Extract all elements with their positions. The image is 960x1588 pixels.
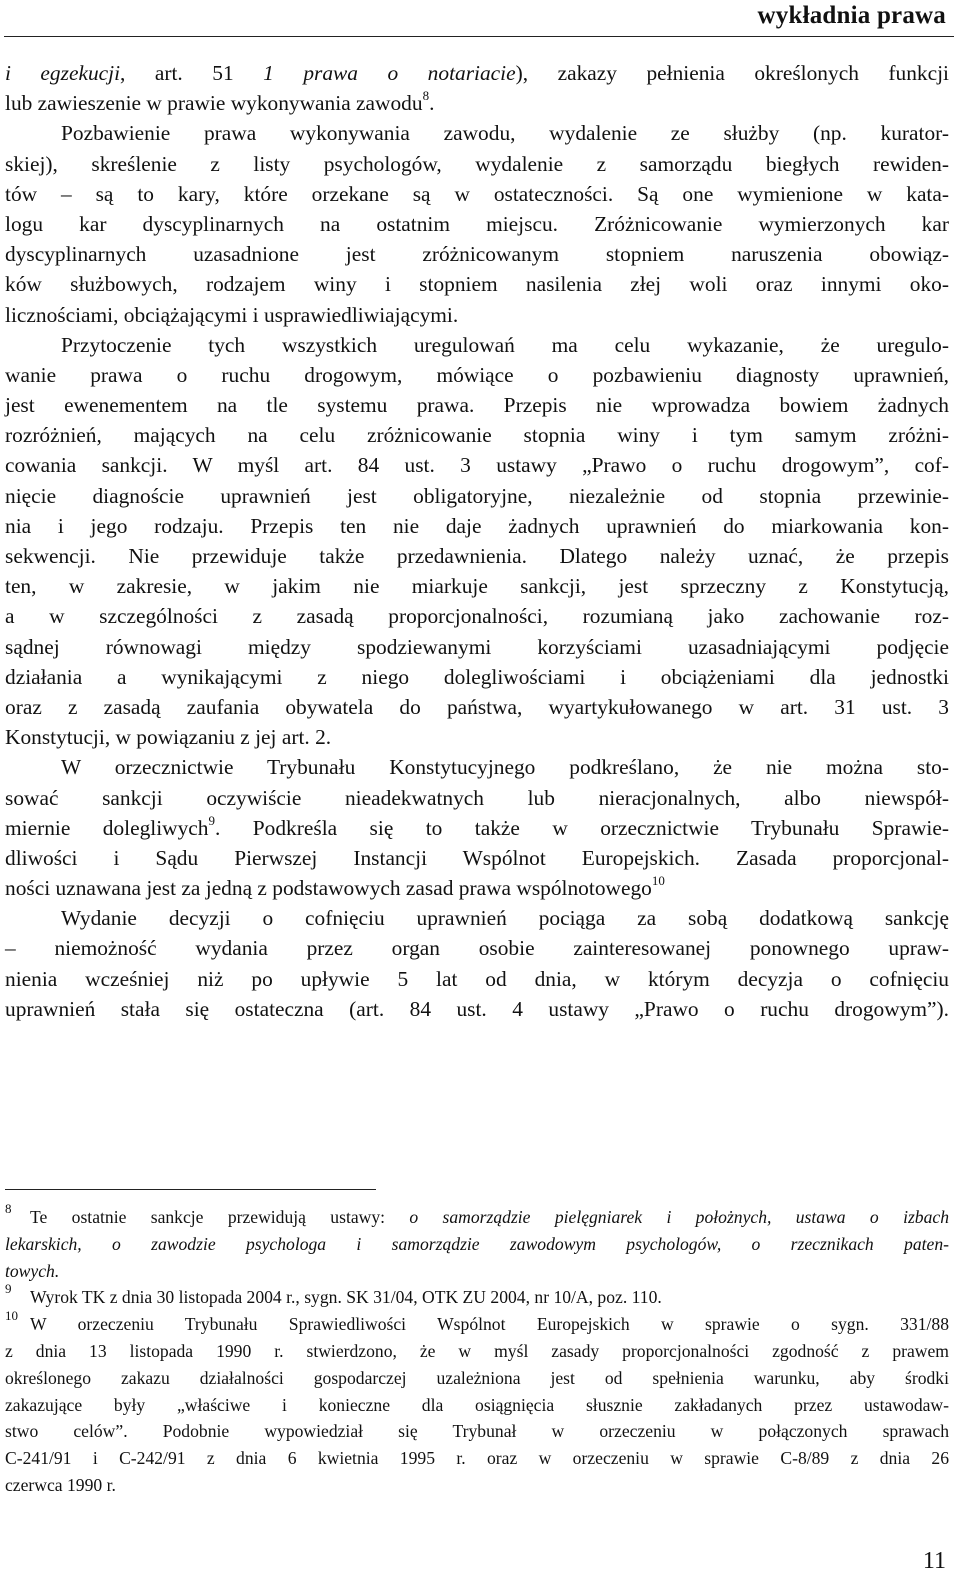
text-line bbox=[5, 571, 949, 601]
text-run: C-241/91 i C-242/91 z dnia 6 kwietnia 1995 r. oraz w orzeczeniu w sprawie C-8/89 z dnia 26 bbox=[5, 1448, 949, 1469]
text-run: stwo celów”. Podobnie wypowiedział się Trybunał w orzeczeniu w połączonych sprawach bbox=[5, 1421, 949, 1442]
text-line bbox=[5, 88, 949, 118]
footnote-number: 9 bbox=[5, 1281, 12, 1297]
footnote-line bbox=[5, 1392, 949, 1419]
text-run: ), zakazy pełnienia określonych funkcji bbox=[515, 61, 949, 85]
text-run: Wyrok TK z dnia 30 listopada 2004 r., sygn. SK 31/04, OTK ZU 2004, nr 10/A, poz. 110. bbox=[30, 1287, 662, 1308]
text-run: tów – są to kary, które orzekane są w ostateczności. Są one wymienione w kata- bbox=[5, 181, 949, 206]
italic-text: 1 prawa o notariacie bbox=[263, 61, 516, 85]
text-line bbox=[5, 420, 949, 450]
text-line bbox=[5, 964, 949, 994]
footnote-line bbox=[5, 1365, 949, 1392]
text-run: lub zawieszenie w prawie wykonywania zawodu bbox=[5, 91, 423, 116]
text-run: Pozbawienie prawa wykonywania zawodu, wydalenie ze służby (np. kurator- bbox=[61, 121, 949, 146]
text-line bbox=[5, 269, 949, 299]
text-run: dliwości i Sądu Pierwszej Instancji Wspólnot Europejskich. Zasada proporcjonal- bbox=[5, 845, 949, 870]
text-run: jest ewenementem na tle systemu prawa. Przepis nie wprowadza bowiem żadnych bbox=[5, 393, 949, 418]
text-run: zakazujące były „właściwe i konieczne dla osiągnięcia słusznie zakładanych przez ustawodaw- bbox=[5, 1394, 949, 1415]
text-run: sądnej równowagi między spodziewanymi korzyściami uzasadniającymi podjęcie bbox=[5, 634, 949, 659]
text-run: logu kar dyscyplinarnych na ostatnim miejscu. Zróżnicowanie wymierzonych kar bbox=[5, 211, 949, 236]
text-line bbox=[5, 662, 949, 692]
footnote-reference: 9 bbox=[208, 812, 215, 828]
text-line bbox=[5, 450, 949, 480]
running-header-title: wykładnia prawa bbox=[757, 2, 946, 29]
text-line bbox=[5, 390, 949, 420]
text-run: nienia wcześniej niż po upływie 5 lat od dnia, w którym decyzja o cofnięciu bbox=[5, 966, 949, 991]
text-run: Przytoczenie tych wszystkich uregulowań ma celu wykazanie, że uregulo- bbox=[61, 332, 949, 357]
text-run: cowania sankcji. W myśl art. 84 ust. 3 ustawy „Prawo o ruchu drogowym”, cof- bbox=[5, 453, 949, 478]
text-line bbox=[5, 601, 949, 631]
italic-text: i egzekucji bbox=[5, 61, 121, 85]
text-line bbox=[5, 209, 949, 239]
footnotes bbox=[5, 1201, 949, 1499]
text-run: oraz z zasadą zaufania obywatela do państwa, wyartykułowanego w art. 31 ust. 3 bbox=[5, 694, 949, 719]
text-run: Konstytucji, w powiązaniu z jej art. 2. bbox=[5, 725, 332, 750]
text-run: W orzeczeniu Trybunału Sprawiedliwości Wspólnot Europejskich w sprawie o sygn. 331/88 bbox=[30, 1314, 949, 1335]
text-line bbox=[5, 239, 949, 269]
text-run: dyscyplinarnych uzasadnione jest zróżnicowanym stopniem naruszenia obowiąz- bbox=[5, 242, 949, 267]
text-run: ków służbowych, rodzajem winy i stopniem nasilenia złej woli oraz innymi oko- bbox=[5, 272, 949, 297]
text-run: – niemożność wydania przez organ osobie zainteresowanej ponownego upraw- bbox=[5, 936, 949, 961]
footnote-reference: 8 bbox=[422, 88, 430, 104]
text-line bbox=[5, 541, 949, 571]
text-run: , art. 51 bbox=[120, 61, 264, 85]
text-run: nięcie diagnoście uprawnień jest obligatoryjne, niezależnie od stopnia przewinie- bbox=[5, 483, 949, 508]
text-line bbox=[5, 360, 949, 390]
text-run: sować sankcji oczywiście nieadekwatnych lub nieracjonalnych, albo niewspół- bbox=[5, 785, 949, 810]
text-line bbox=[5, 632, 949, 662]
footnote-line bbox=[5, 1258, 949, 1285]
italic-text: o samorządzie pielęgniarek i położnych, ustawa o izbach bbox=[409, 1207, 949, 1227]
text-line bbox=[5, 330, 949, 360]
footnote-line bbox=[30, 1311, 949, 1338]
text-run: W orzecznictwie Trybunału Konstytucyjnego podkreślano, że nie można sto- bbox=[61, 755, 949, 780]
footnote-separator bbox=[5, 1189, 376, 1190]
text-line bbox=[5, 873, 949, 903]
text-line bbox=[5, 692, 949, 722]
text-run: sekwencji. Nie przewiduje także przedawnienia. Dlatego należy uznać, że przepis bbox=[5, 544, 949, 568]
footnote bbox=[5, 1308, 949, 1499]
text-line bbox=[5, 783, 949, 813]
text-run: . bbox=[429, 91, 435, 116]
text-run: Te ostatnie sankcje przewidują ustawy: bbox=[30, 1207, 410, 1227]
text-run: działania a wynikającymi z niego dolegliwościami i obciążeniami dla jednostki bbox=[5, 664, 949, 689]
text-run: nia i jego rodzaju. Przepis ten nie daje żadnych uprawnień do miarkowania kon- bbox=[5, 513, 949, 538]
page-number: 11 bbox=[922, 1548, 946, 1574]
footnote-number: 8 bbox=[5, 1201, 12, 1216]
text-line bbox=[5, 481, 949, 511]
body-text bbox=[5, 58, 949, 1024]
text-line bbox=[5, 118, 949, 148]
text-run: czerwca 1990 r. bbox=[5, 1474, 116, 1495]
text-line bbox=[5, 843, 949, 873]
text-run: rozróżnień, mających na celu zróżnicowanie stopnia winy i tym samym zróżni- bbox=[5, 423, 949, 448]
text-line bbox=[5, 300, 949, 330]
footnote bbox=[5, 1281, 949, 1311]
footnote-line bbox=[5, 1231, 949, 1258]
header-rule bbox=[4, 36, 954, 37]
text-line bbox=[5, 813, 949, 843]
text-run: z dnia 13 listopada 1990 r. stwierdzono, że w myśl zasady proporcjonalności zgodność z prawem bbox=[5, 1340, 949, 1361]
text-run: wanie prawa o ruchu drogowym, mówiące o pozbawieniu diagnosty uprawnień, bbox=[5, 362, 949, 387]
footnote-line bbox=[5, 1472, 949, 1499]
footnote-line bbox=[5, 1445, 949, 1472]
footnote-number: 10 bbox=[5, 1308, 18, 1324]
footnote-line bbox=[30, 1204, 949, 1231]
footnote-reference: 10 bbox=[651, 873, 665, 889]
text-line bbox=[5, 511, 949, 541]
italic-text: towych. bbox=[5, 1260, 60, 1281]
text-line bbox=[5, 933, 949, 963]
italic-text: lekarskich, o zawodzie psychologa i samorządzie zawodowym psychologów, o rzecznikach paten- bbox=[5, 1233, 949, 1254]
text-run: ten, w zakresie, w jakim nie miarkuje sankcji, jest sprzeczny z Konstytucją, bbox=[5, 574, 949, 599]
text-run: Wydanie decyzji o cofnięciu uprawnień pociąga za sobą dodatkową sankcję bbox=[61, 906, 949, 931]
footnote-line bbox=[5, 1418, 949, 1445]
footnote-line bbox=[5, 1338, 949, 1365]
text-line bbox=[5, 179, 949, 209]
footnote-line bbox=[30, 1284, 949, 1311]
text-line bbox=[5, 994, 949, 1024]
text-run: a w szczególności z zasadą proporcjonalności, rozumianą jako zachowanie roz- bbox=[5, 604, 949, 629]
text-run: skiej), skreślenie z listy psychologów, wydalenie z samorządu biegłych rewiden- bbox=[5, 151, 949, 176]
text-run: ności uznawana jest za jedną z podstawowych zasad prawa wspólnotowego bbox=[5, 876, 652, 901]
text-run: miernie dolegliwych bbox=[5, 815, 209, 840]
text-run: . Podkreśla się to także w orzecznictwie Trybunału Sprawie- bbox=[215, 815, 949, 840]
text-line bbox=[5, 903, 949, 933]
text-line bbox=[5, 58, 949, 88]
text-run: licznościami, obciążającymi i usprawiedliwiającymi. bbox=[5, 302, 459, 327]
text-run: określonego zakazu działalności gospodarczej uzależniona jest od spełnienia warunku, aby środki bbox=[5, 1367, 949, 1388]
text-line bbox=[5, 149, 949, 179]
footnote bbox=[5, 1201, 949, 1284]
text-line bbox=[5, 752, 949, 782]
text-line bbox=[5, 722, 949, 752]
text-run: uprawnień stała się ostateczna (art. 84 ust. 4 ustawy „Prawo o ruchu drogowym”). bbox=[5, 996, 949, 1021]
